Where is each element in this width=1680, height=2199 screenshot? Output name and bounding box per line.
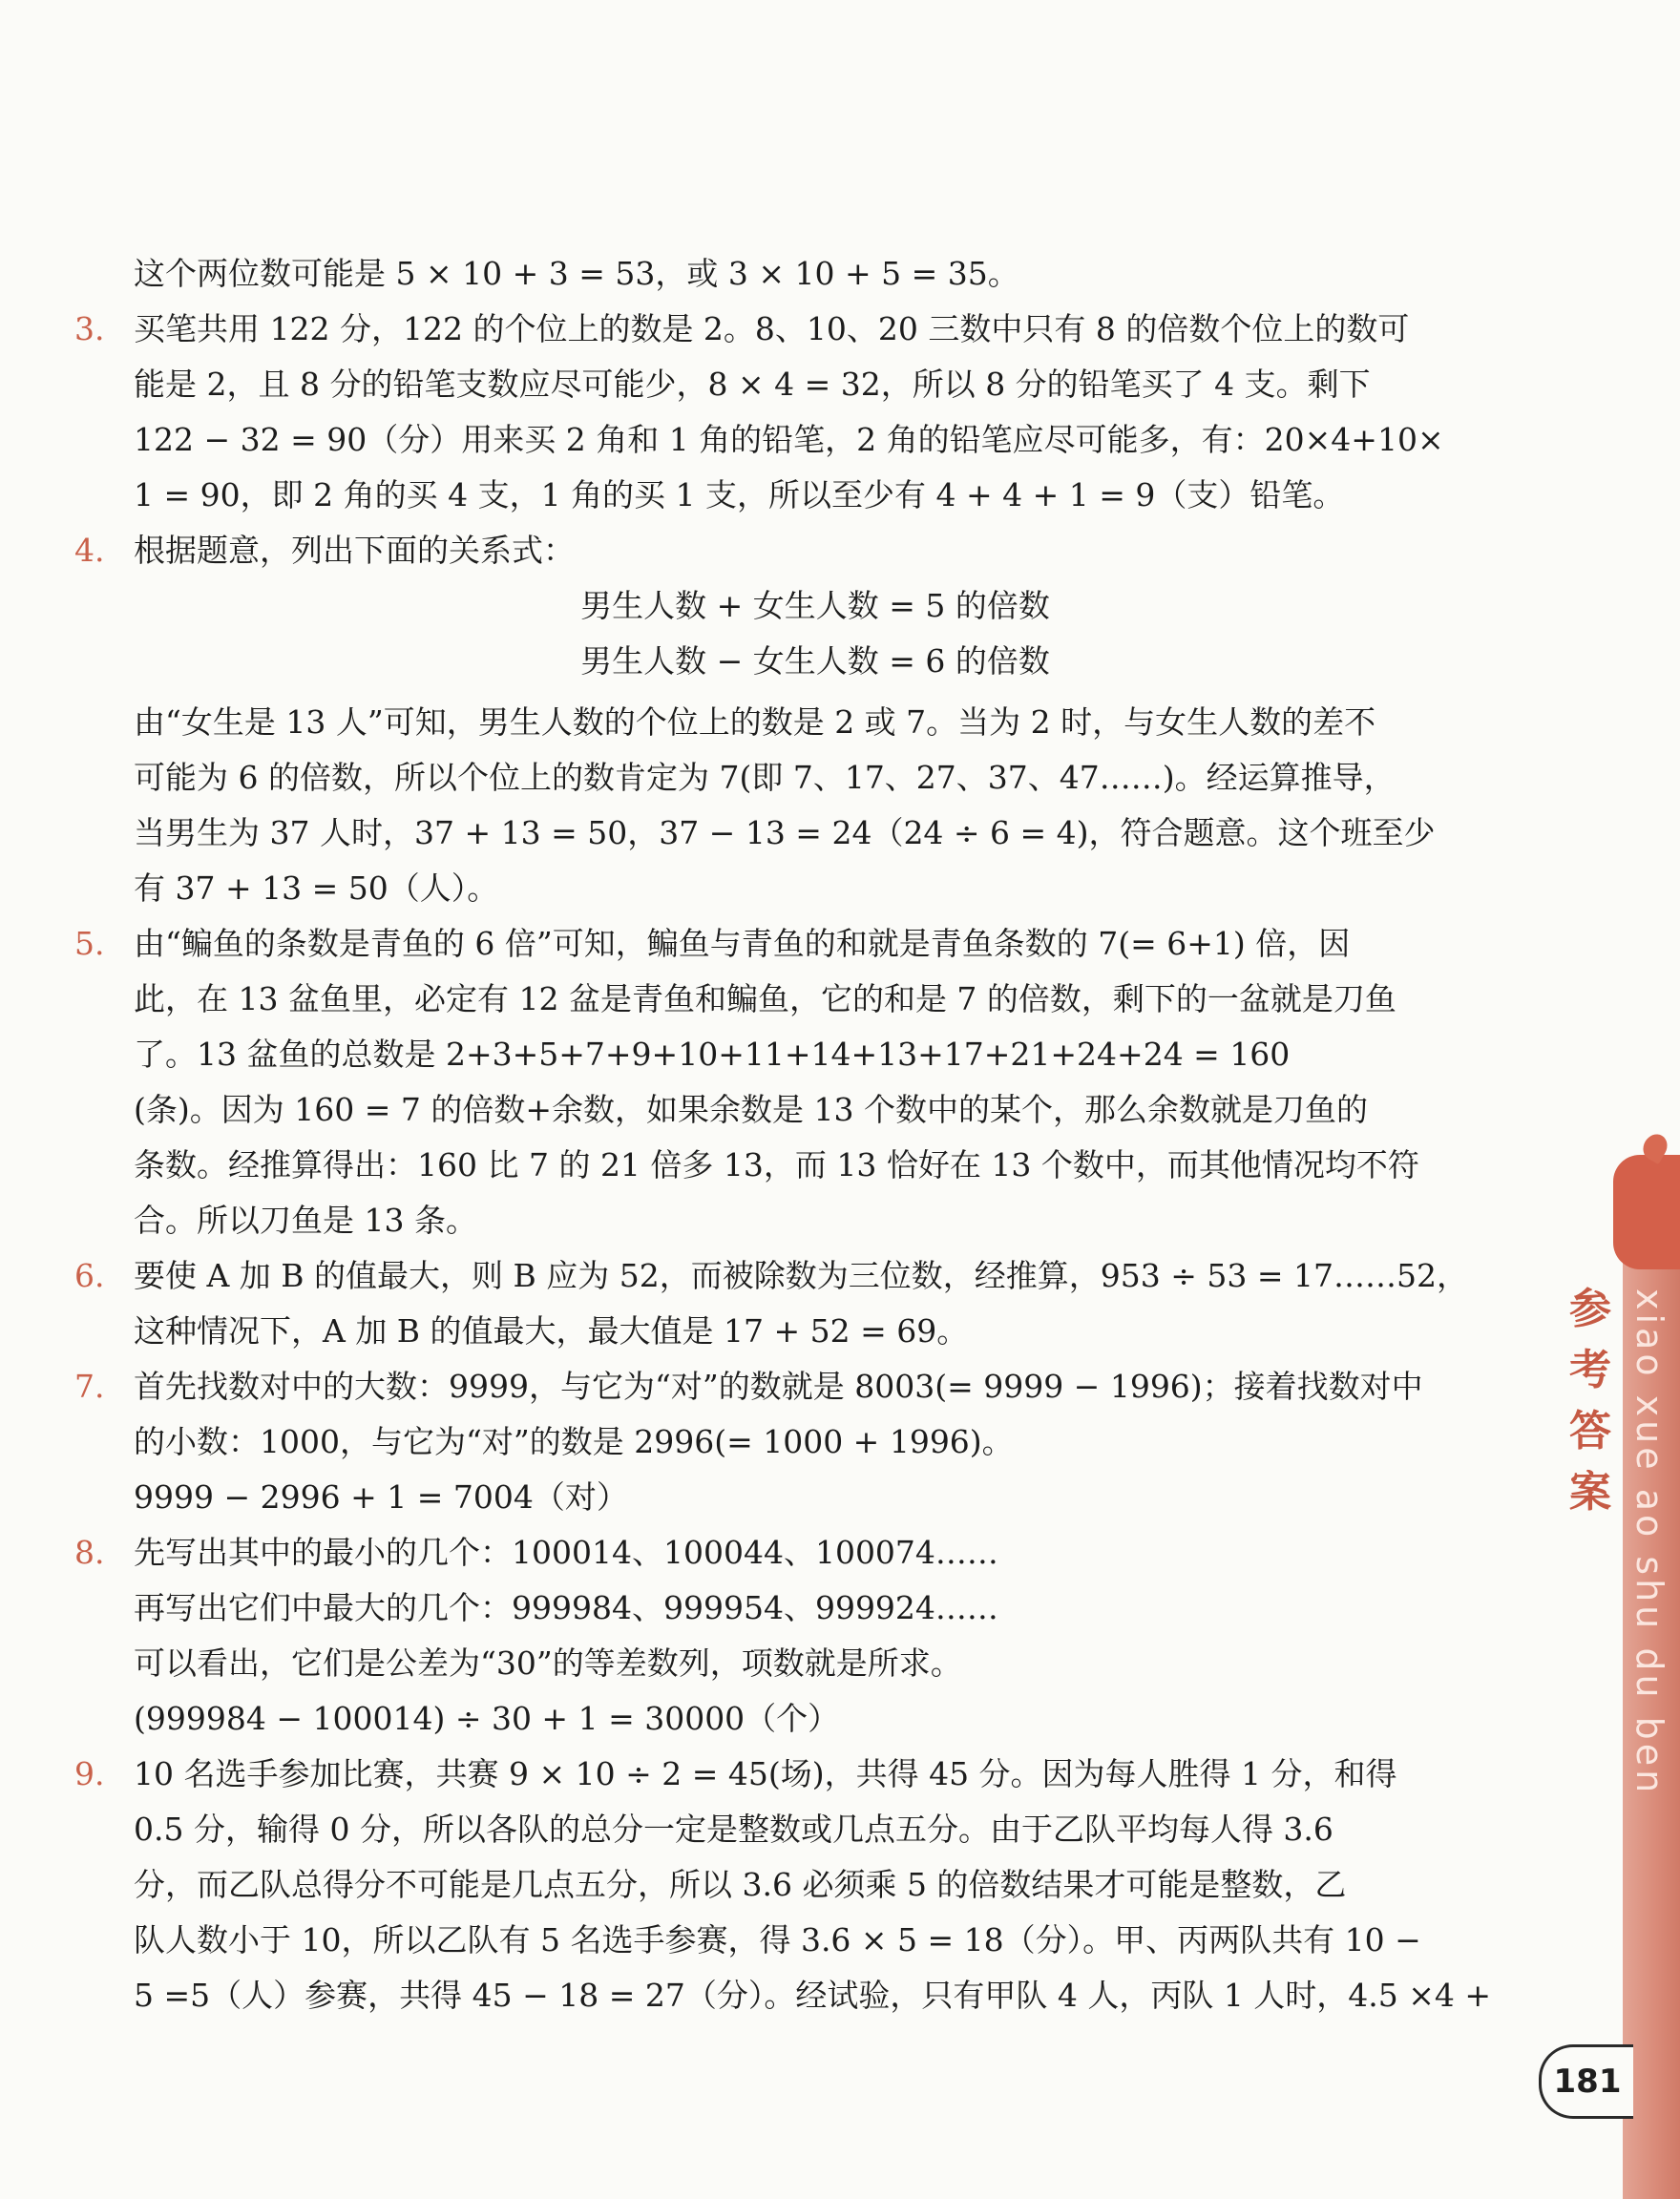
text-line: 10 名选手参加比赛，共赛 9 × 10 ÷ 2 = 45(场)，共得 45 分。因为每人胜得 1 分，和得 xyxy=(134,1755,1397,1792)
item-number: 6. xyxy=(74,1257,105,1294)
item-number: 7. xyxy=(74,1368,105,1405)
text-line: 要使 A 加 B 的值最大，则 B 应为 52，而被除数为三位数，经推算，953 ÷ 53 = 17……52， xyxy=(134,1257,1468,1294)
side-char: 案 xyxy=(1569,1468,1611,1517)
text-line: 0.5 分，输得 0 分，所以各队的总分一定是整数或几点五分。由于乙队平均每人得 3.6 xyxy=(134,1811,1334,1848)
text-line: 可以看出，它们是公差为“30”的等差数列，项数就是所求。 xyxy=(134,1644,962,1682)
text-line: 5 =5（人）参赛，共得 45 − 18 = 27（分）。经试验，只有甲队 4 人，丙队 1 人时，4.5 ×4 + xyxy=(134,1977,1492,2014)
text-line: 由“鳊鱼的条数是青鱼的 6 倍”可知，鳊鱼与青鱼的和就是青鱼条数的 7(= 6+1) 倍，因 xyxy=(134,925,1351,962)
page-number: 181 xyxy=(1539,2044,1633,2119)
side-pinyin: xiao xue ao shu du ben xyxy=(1628,1288,1670,1797)
text-line: 当男生为 37 人时，37 + 13 = 50，37 − 13 = 24（24 ÷ 6 = 4)，符合题意。这个班至少 xyxy=(134,814,1436,851)
text-line: 的小数：1000，与它为“对”的数是 2996(= 1000 + 1996)。 xyxy=(134,1423,1014,1460)
text-line: 分，而乙队总得分不可能是几点五分，所以 3.6 必须乘 5 的倍数结果才可能是整数，乙 xyxy=(134,1866,1347,1903)
text-line: 122 − 32 = 90（分）用来买 2 角和 1 角的铅笔，2 角的铅笔应尽可能多，有：20×4+10× xyxy=(134,421,1444,458)
text-line: 可能为 6 的倍数，所以个位上的数肯定为 7(即 7、17、27、37、47……)。经运算推导， xyxy=(134,759,1396,796)
text-line: 能是 2，且 8 分的铅笔支数应尽可能少，8 × 4 = 32，所以 8 分的铅笔买了 4 支。剩下 xyxy=(134,366,1371,403)
text-line: (999984 − 100014) ÷ 30 + 1 = 30000（个） xyxy=(134,1700,840,1737)
text-line: 条数。经推算得出：160 比 7 的 21 倍多 13，而 13 恰好在 13 个数中，而其他情况均不符 xyxy=(134,1146,1419,1183)
answer-text xyxy=(74,246,1497,2023)
answer-3 xyxy=(74,302,1497,523)
text-line: 先写出其中的最小的几个：100014、100044、100074…… xyxy=(134,1534,998,1571)
text-line: 9999 − 2996 + 1 = 7004（对） xyxy=(134,1478,628,1516)
text-line: 有 37 + 13 = 50（人）。 xyxy=(134,869,499,907)
text-line: (条)。因为 160 = 7 的倍数+余数，如果余数是 13 个数中的某个，那么余数就是刀鱼的 xyxy=(134,1091,1368,1128)
text-line: 此，在 13 盆鱼里，必定有 12 盆是青鱼和鳊鱼，它的和是 7 的倍数，剩下的一盆就是刀鱼 xyxy=(134,980,1396,1017)
item-number: 9. xyxy=(74,1755,105,1792)
text-line: 队人数小于 10，所以乙队有 5 名选手参赛，得 3.6 × 5 = 18（分）。甲、丙两队共有 10 − xyxy=(134,1921,1421,1958)
item-number: 3. xyxy=(74,310,105,347)
answer-4 xyxy=(74,523,1497,916)
text-line: 这个两位数可能是 5 × 10 + 3 = 53，或 3 × 10 + 5 = 35。 xyxy=(134,255,1019,292)
item-number: 8. xyxy=(74,1534,105,1571)
text-line: 再写出它们中最大的几个：999984、999954、999924…… xyxy=(134,1589,998,1626)
answer-5 xyxy=(74,916,1497,1248)
side-char: 答 xyxy=(1569,1407,1611,1456)
text-line: 这种情况下，A 加 B 的值最大，最大值是 17 + 52 = 69。 xyxy=(134,1312,969,1350)
answer-9 xyxy=(74,1747,1497,2023)
item-number: 5. xyxy=(74,925,105,962)
answer-6 xyxy=(74,1248,1497,1359)
formula-line: 男生人数 + 女生人数 = 5 的倍数 xyxy=(580,587,1050,624)
item-number: 4. xyxy=(74,532,105,569)
side-tab-head xyxy=(1613,1155,1680,1269)
text-line: 由“女生是 13 人”可知，男生人数的个位上的数是 2 或 7。当为 2 时，与女生人数的差不 xyxy=(134,703,1376,741)
text-line: 买笔共用 122 分，122 的个位上的数是 2。8、10、20 三数中只有 8 的倍数个位上的数可 xyxy=(134,310,1410,347)
text-line: 了。13 盆鱼的总数是 2+3+5+7+9+10+11+14+13+17+21+24+24 = 160 xyxy=(134,1036,1291,1073)
side-section-title xyxy=(1565,1279,1615,1523)
formula-line: 男生人数 − 女生人数 = 6 的倍数 xyxy=(580,642,1050,680)
answer-8 xyxy=(74,1525,1497,1747)
side-char: 考 xyxy=(1569,1346,1611,1394)
text-line: 首先找数对中的大数：9999，与它为“对”的数就是 8003(= 9999 − 1996)；接着找数对中 xyxy=(134,1368,1423,1405)
side-char: 参 xyxy=(1569,1285,1611,1333)
answer-7 xyxy=(74,1359,1497,1525)
text-line: 1 = 90，即 2 角的买 4 支，1 角的买 1 支，所以至少有 4 + 4 + 1 = 9（支）铅笔。 xyxy=(134,476,1345,513)
text-line: 根据题意，列出下面的关系式： xyxy=(134,532,575,569)
text-line: 合。所以刀鱼是 13 条。 xyxy=(134,1202,477,1239)
